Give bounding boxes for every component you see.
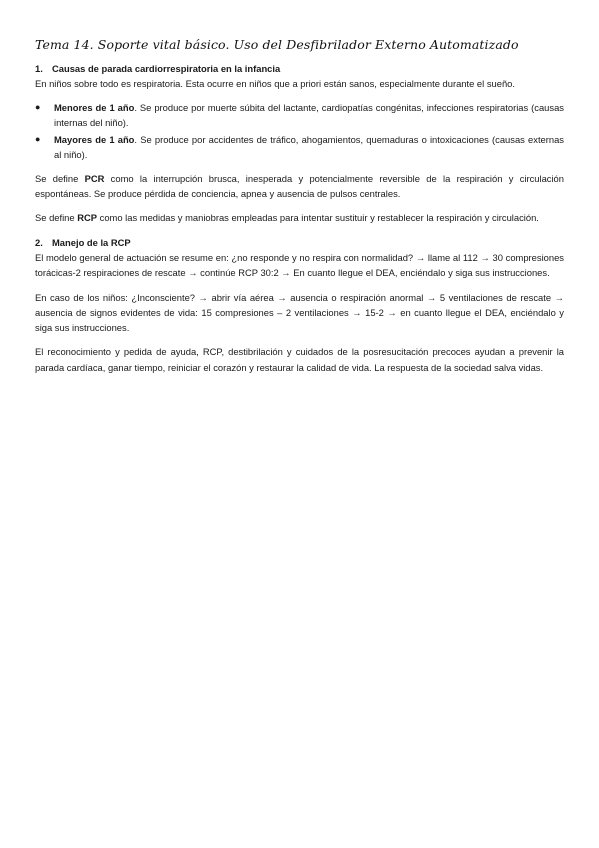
rcp-text: como las medidas y maniobras empleadas para intentar sustituir y restablecer la respiración y circulación. [97, 212, 539, 224]
rcp-definition [35, 210, 564, 225]
list-item [35, 132, 564, 163]
closing-paragraph: El reconocimiento y pedida de ayuda, RCP, destibrilación y cuidados de la posresucitación precoces ayudan a prevenir la parada cardíaca, ganar tiempo, reiniciar el corazón y restaurar la calidad de vida. La respuesta de la sociedad salva vidas. [35, 346, 564, 373]
list-item [35, 100, 564, 131]
pcr-prefix: Se define [35, 172, 85, 184]
pcr-term: PCR [84, 172, 105, 184]
list-item-text [54, 100, 564, 131]
list-item-description: . Se produce por muerte súbita del lactante, cardiopatías congénitas, infecciones respiratorias (causas internas del niño). [54, 101, 564, 128]
section-1-heading [35, 61, 564, 76]
rcp-term: RCP [77, 212, 98, 224]
pcr-definition [35, 171, 564, 202]
section-1-number: 1. [35, 63, 43, 74]
bullet-icon: ● [35, 134, 41, 145]
section-1-heading-text: Causas de parada cardiorrespiratoria en la infancia [52, 63, 281, 74]
section-2-heading-text: Manejo de la RCP [52, 236, 131, 248]
list-item-term: Mayores de 1 año [54, 134, 135, 146]
pcr-text: como la interrupción brusca, inesperada y potencialmente reversible de la respiración y circulación espontáneas. Se produce pérdida de conciencia, apnea y ausencia de pulsos centrales. [35, 172, 564, 200]
document-title: Tema 14. Soporte vital básico. Uso del Desfibrilador Externo Automatizado [35, 37, 519, 52]
list-item-description: . Se produce por accidentes de tráfico, ahogamientos, quemaduras o intoxicaciones (causas externas al niño). [54, 134, 564, 161]
list-item-term: Menores de 1 año [54, 101, 135, 113]
list-item-text [54, 132, 564, 163]
age-causes-list [35, 100, 564, 163]
section-1-intro: En niños sobre todo es respiratoria. Esta ocurre en niños que a priori están sanos, especialmente durante el sueño. [35, 78, 515, 90]
bullet-icon: ● [35, 101, 41, 112]
document-content [35, 36, 564, 375]
children-model-paragraph: En caso de los niños: ¿Inconsciente? → abrir vía aérea → ausencia o respiración anormal → 5 ventilaciones de rescate → ausencia de signos evidentes de vida: 15 compresiones – 2 ventilaciones → 15-2 → en cuanto llegue el DEA, enciéndalo y siga sus instrucciones. [35, 291, 564, 334]
general-model-paragraph: El modelo general de actuación se resume en: ¿no responde y no respira con normalidad? → llame al 112 → 30 compresiones torácicas-2 respiraciones de rescate → continúe RCP 30:2 → En cuanto llegue el DEA, enciéndalo y siga sus instrucciones. [35, 251, 564, 279]
section-2-number: 2. [35, 236, 43, 248]
rcp-prefix: Se define [35, 212, 78, 224]
section-2-heading [35, 235, 564, 250]
